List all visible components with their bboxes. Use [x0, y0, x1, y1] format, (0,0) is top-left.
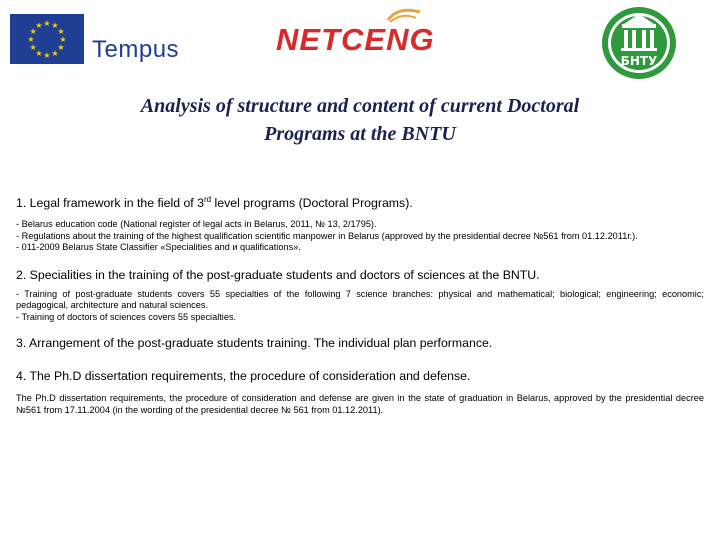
list-item: The Ph.D dissertation requirements, the procedure of consideration and defense are given in the state of graduation in Belarus, approved by the presidential decree №561 from 17.11.2004 (in the wording of the presidential decree № 561 from 01.12.2011). [16, 393, 704, 415]
star-icon: ★ [29, 27, 37, 36]
star-icon: ★ [43, 19, 51, 28]
section-1-body [16, 219, 704, 254]
page-title [40, 92, 680, 148]
section-1-heading-sup: rd [203, 195, 212, 204]
section-1-heading-text: 1. Legal framework in the field of 3 [16, 196, 204, 211]
bntu-logo-text: БНТУ [620, 54, 658, 68]
section-1-heading [16, 192, 704, 211]
page-title-line-1: Analysis of structure and content of current Doctoral [140, 95, 580, 117]
list-item: - Regulations about the training of the highest qualification scientific manpower in Belarus (approved by the presidential decree №561 from 01.12.2011г.). [16, 230, 638, 241]
section-4-heading: 4. The Ph.D dissertation requirements, the procedure of consideration and defense. [16, 369, 471, 384]
section-4-body [16, 393, 704, 416]
netceng-logo [270, 6, 470, 64]
star-icon: ★ [43, 51, 51, 60]
section-2-body [16, 289, 704, 324]
list-item: - Belarus education code (National register of legal acts in Belarus, 2011, № 13, 2/1795). [16, 219, 377, 230]
bntu-logo [600, 6, 678, 80]
tempus-logo-text: Tempus [92, 36, 180, 63]
star-icon: ★ [51, 48, 59, 58]
section-2-heading: 2. Specialities in the training of the post-graduate students and doctors of sciences at the BNTU. [16, 267, 540, 282]
eu-flag-icon [10, 14, 84, 64]
section-3-heading: 3. Arrangement of the post-graduate students training. The individual plan performance. [16, 336, 493, 351]
list-item: - Training of post-graduate students covers 55 specialties of the following 7 science branches: physical and mathematical; biological; engineering; economic; pedagogical, architecture and natural sciences. [16, 288, 704, 311]
star-icon: ★ [51, 21, 59, 31]
netceng-logo-text: NETCENG [276, 22, 435, 57]
content [16, 192, 704, 416]
tempus-logo [10, 14, 190, 64]
star-icon: ★ [35, 48, 43, 58]
page-title-line-2: Programs at the BNTU [264, 123, 456, 145]
star-icon: ★ [27, 35, 35, 44]
list-item: - 011-2009 Belarus State Classifier «Specialities and и qualifications». [16, 242, 301, 253]
list-item: - Training of doctors of sciences covers 55 specialties. [16, 311, 237, 322]
header [0, 0, 720, 80]
section-1-heading-text-end: level programs (Doctoral Programs). [211, 196, 413, 211]
star-icon: ★ [57, 43, 65, 52]
star-icon: ★ [59, 35, 67, 44]
star-icon: ★ [57, 27, 65, 36]
star-icon: ★ [29, 43, 37, 52]
star-icon: ★ [35, 21, 43, 31]
